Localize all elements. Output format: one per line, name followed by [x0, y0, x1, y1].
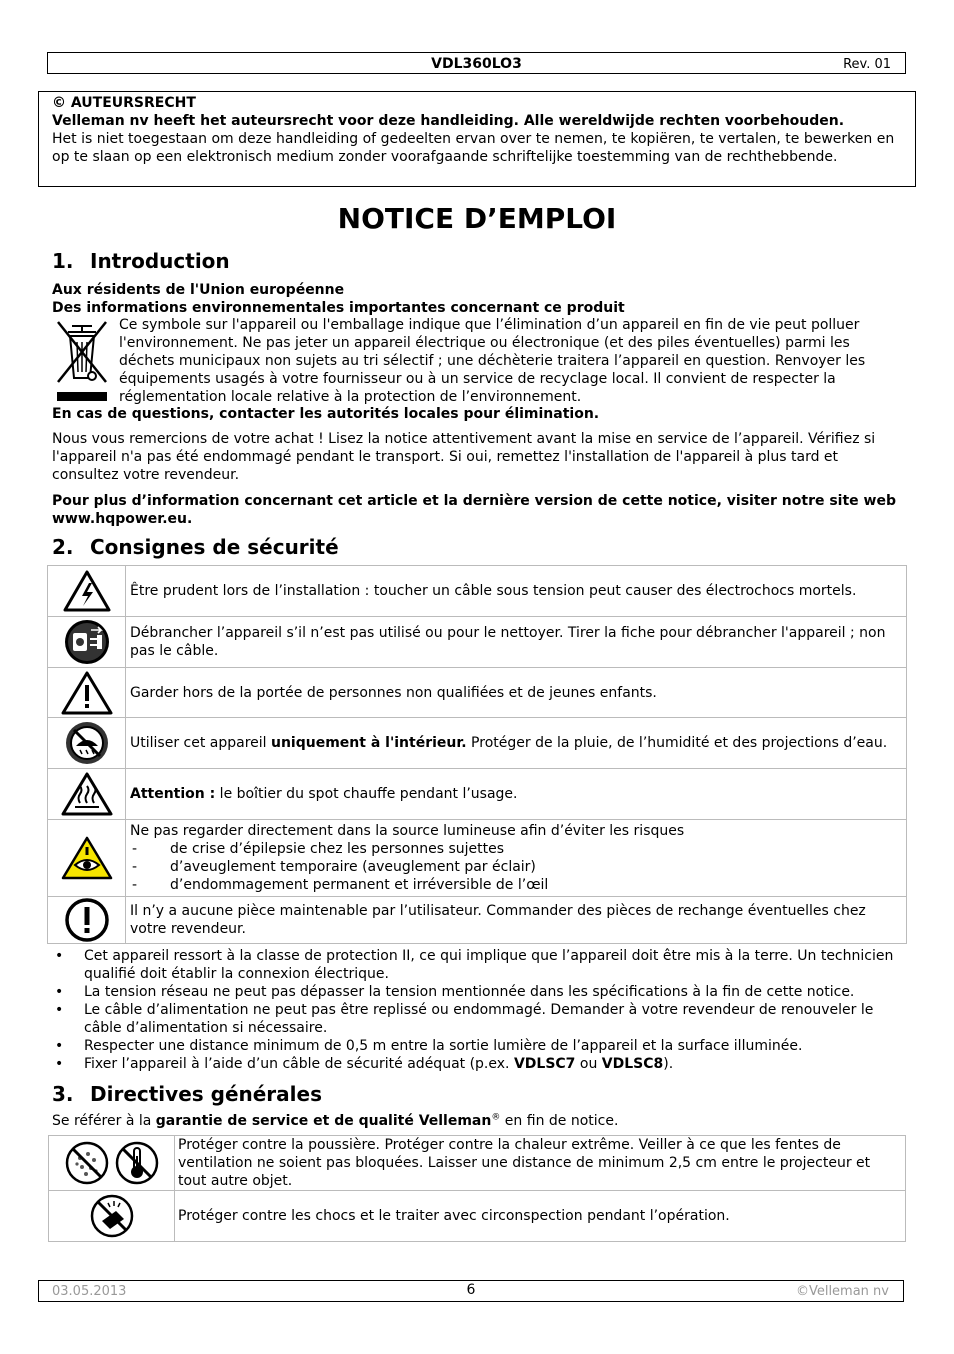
env-info-heading: Des informations environnementales importantes concernant ce produit [52, 300, 625, 316]
bullet-marker: • [55, 948, 64, 964]
general-intro-bold: garantie de service et de qualité Velleman [155, 1113, 492, 1129]
section-title: Directives générales [90, 1082, 322, 1106]
safety-text: Débrancher l’appareil s’il n’est pas utilisé ou pour le nettoyer. Tirer la fiche pour débrancher l'appareil ; non pas le câble. [126, 617, 907, 668]
copyright-bold-line: Velleman nv heeft het auteursrecht voor deze handleiding. Alle wereldwijde rechten voorbehouden. [52, 113, 845, 129]
general-text: Protéger contre la poussière. Protéger contre la chaleur extrême. Veiller à ce que les fentes de ventilation ne soient pas bloquées. Laisser une distance de minimum 2,5 cm entre le projecteur et tout autre objet. [175, 1136, 906, 1191]
section-heading-safety [52, 535, 339, 559]
thanks-paragraph: Nous vous remercions de votre achat ! Lisez la notice attentivement avant la mise en service de l’appareil. Vérifiez si l'appareil n'a pas été endommagé pendant le transport. Si oui, remettez l'installation de l'appareil à plus tard et consultez votre revendeur. [52, 431, 876, 483]
safety-text: Garder hors de la portée de personnes non qualifiées et de jeunes enfants. [126, 668, 907, 718]
safety-text-bold: uniquement à l'intérieur. [271, 735, 467, 751]
bullet-text-post: ). [663, 1056, 674, 1072]
general-icons [49, 1140, 174, 1186]
risk-item [130, 858, 902, 876]
copyright-box [38, 91, 916, 187]
risk-item-text: d’aveuglement temporaire (aveuglement par éclair) [170, 859, 536, 875]
revision: Rev. 01 [843, 57, 891, 72]
section-heading-introduction [52, 249, 230, 273]
safety-text: Être prudent lors de l’installation : toucher un câble sous tension peut causer des électrochocs mortels. [126, 566, 907, 617]
general-intro-pre: Se référer à la [52, 1113, 156, 1129]
page-number: 6 [466, 1282, 476, 1298]
general-intro [52, 1112, 902, 1130]
eye-hazard-warning-icon [48, 820, 126, 897]
safety-text-post: Protéger de la pluie, de l’humidité et des projections d’eau. [466, 735, 888, 751]
general-table [48, 1135, 906, 1242]
no-serviceable-parts-icon [48, 897, 126, 944]
unplug-icon [48, 617, 126, 668]
questions-line: En cas de questions, contacter les autorités locales pour élimination. [52, 406, 600, 422]
safety-text [126, 718, 907, 769]
bullet-text-pre: Fixer l’appareil à l’aide d’un câble de sécurité adéquat (p.ex. [84, 1056, 514, 1072]
safety-row [48, 718, 907, 769]
risk-item-text: de crise d’épilepsie chez les personnes sujettes [170, 841, 505, 857]
no-extreme-heat-icon [114, 1140, 160, 1186]
bullet-item [52, 1055, 906, 1073]
bullet-text: Cet appareil ressort à la classe de protection II, ce qui implique que l’appareil doit être mis à la terre. Un technicien qualifié doit établir la connexion électrique. [84, 948, 894, 982]
weee-bin-icon [52, 318, 112, 402]
safety-text-intro: Ne pas regarder directement dans la source lumineuse afin d’éviter les risques [130, 823, 685, 839]
safety-row [48, 820, 907, 897]
safety-text [126, 769, 907, 820]
weee-text: Ce symbole sur l'appareil ou l'emballage indique que l’élimination d’un appareil en fin de vie peut polluer l'environnement. Ne pas jeter un appareil électrique ou électronique (et des piles éventuelles) parmi les déchets municipaux non sujets au tri sélectif ; une déchèterie traitera l’appareil en question. Renvoyer les équipements usagés à votre fournisseur ou à un service de recyclage local. Il convient de respecter la réglementation locale relative à la protection de l’environnement. [119, 317, 866, 405]
bullet-item [52, 1037, 906, 1055]
safety-row [48, 897, 907, 944]
bullet-marker: • [55, 984, 64, 1000]
eu-residents-heading: Aux résidents de l'Union européenne [52, 282, 345, 298]
section-number: 3. [52, 1082, 74, 1106]
product-code: VDLSC7 [513, 1056, 576, 1072]
general-icons-cell [49, 1136, 175, 1191]
section-heading-general [52, 1082, 322, 1106]
bullet-item [52, 1001, 906, 1037]
safety-row [48, 769, 907, 820]
page-header [47, 52, 906, 74]
bullet-text-mid: ou [575, 1056, 602, 1072]
dash-marker: - [132, 841, 138, 857]
safety-row [48, 668, 907, 718]
safety-text [126, 820, 907, 897]
no-shocks-icon [49, 1191, 175, 1242]
section-number: 2. [52, 535, 74, 559]
bullet-item [52, 983, 906, 1001]
safety-bullet-list [52, 947, 906, 1073]
section-title: Introduction [90, 249, 230, 273]
bullet-text: Le câble d’alimentation ne peut pas être replissé ou endommagé. Demander à votre revendeur de renouveler le câble d’alimentation si nécessaire. [84, 1002, 874, 1036]
bullet-text: Respecter une distance minimum de 0,5 m entre la sortie lumière de l’appareil et la surface illuminée. [84, 1038, 803, 1054]
bullet-item [52, 947, 906, 983]
no-dust-icon [64, 1140, 110, 1186]
bullet-marker: • [55, 1038, 64, 1054]
safety-text: Il n’y a aucune pièce maintenable par l’utilisateur. Commander des pièces de rechange éventuelles chez votre revendeur. [126, 897, 907, 944]
safety-text-pre: Utiliser cet appareil [130, 735, 271, 751]
footer-copyright: ©Velleman nv [795, 1284, 889, 1299]
section-number: 1. [52, 249, 74, 273]
copyright-body: Het is niet toegestaan om deze handleiding of gedeelten ervan over te nemen, te kopiëren, te vertalen, te bewerken en op te slaan op een elektronisch medium zonder voorafgaande schriftelijke toestemming van de rechthebbende. [52, 131, 895, 165]
risk-list [130, 840, 902, 894]
electric-shock-warning-icon [48, 566, 126, 617]
indoor-use-only-icon [48, 718, 126, 769]
more-info-paragraph: Pour plus d’information concernant cet article et la dernière version de cette notice, visiter notre site web www.hqpower.eu. [52, 493, 896, 527]
safety-row [48, 566, 907, 617]
bullet-marker: • [55, 1056, 64, 1072]
general-row [49, 1136, 906, 1191]
safety-text-bold: Attention : [130, 786, 216, 802]
safety-table [47, 565, 907, 944]
footer-date: 03.05.2013 [52, 1284, 127, 1299]
section-title: Consignes de sécurité [90, 535, 339, 559]
general-warning-icon [48, 668, 126, 718]
risk-item-text: d’endommagement permanent et irréversible de l’œil [170, 877, 549, 893]
page-footer [38, 1280, 904, 1302]
hot-surface-warning-icon [48, 769, 126, 820]
model-name: VDL360LO3 [431, 56, 522, 72]
dash-marker: - [132, 859, 138, 875]
general-row [49, 1191, 906, 1242]
general-text: Protéger contre les chocs et le traiter avec circonspection pendant l’opération. [175, 1191, 906, 1242]
risk-item [130, 840, 902, 858]
safety-text-post: le boîtier du spot chauffe pendant l’usage. [215, 786, 518, 802]
general-intro-post: en fin de notice. [500, 1113, 619, 1129]
registered-mark: ® [491, 1112, 501, 1123]
product-code: VDLSC8 [601, 1056, 664, 1072]
safety-row [48, 617, 907, 668]
copyright-title: © AUTEURSRECHT [52, 95, 196, 111]
dash-marker: - [132, 877, 138, 893]
risk-item [130, 876, 902, 894]
bullet-marker: • [55, 1002, 64, 1018]
bullet-text: La tension réseau ne peut pas dépasser la tension mentionnée dans les spécifications à la fin de cette notice. [84, 984, 855, 1000]
page-title: NOTICE D’EMPLOI [337, 202, 617, 235]
